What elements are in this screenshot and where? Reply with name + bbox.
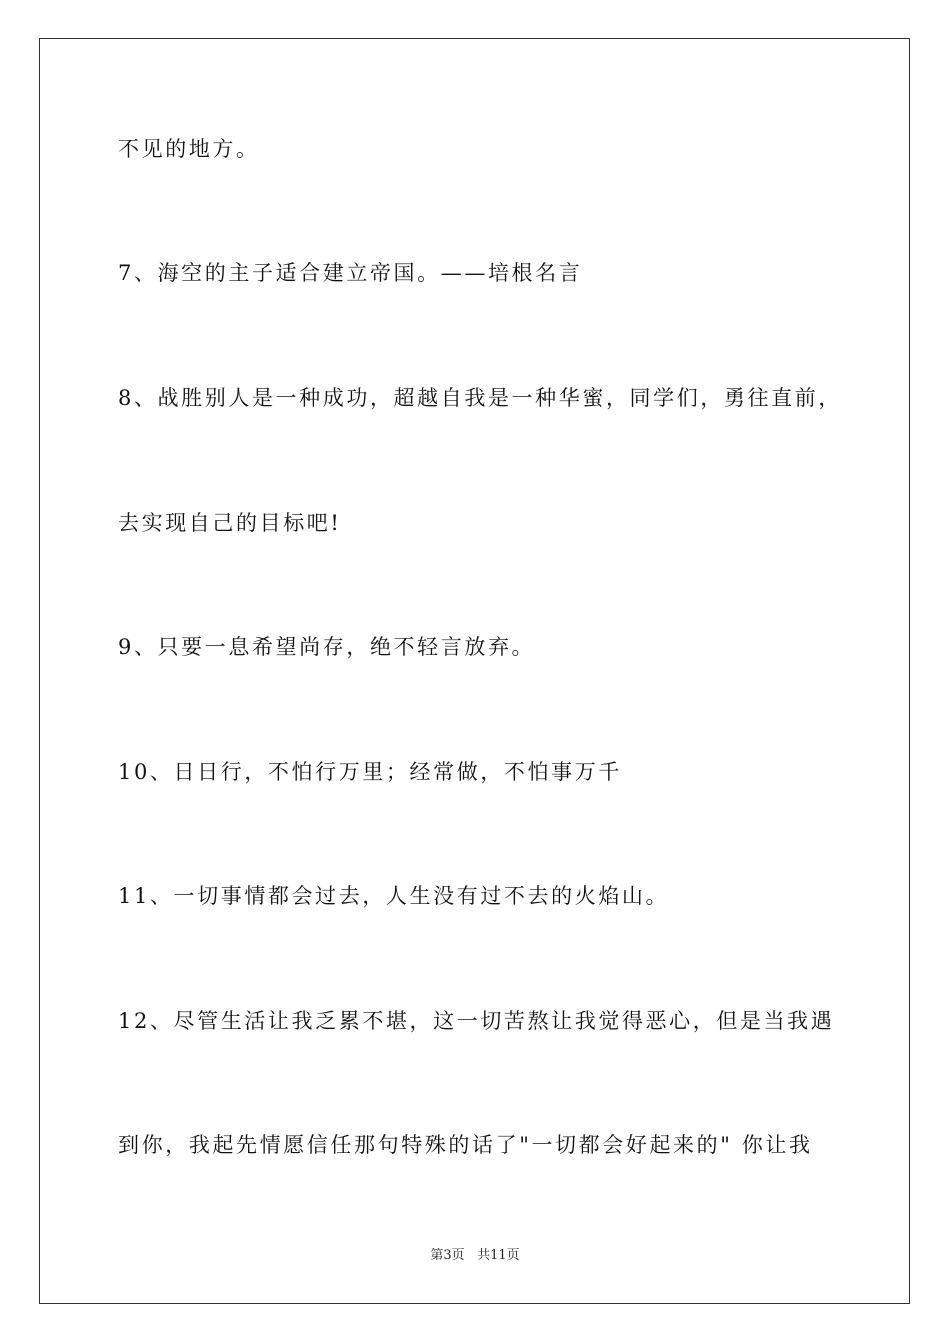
text-line: 不见的地方。 xyxy=(118,137,260,161)
text-line: 去实现自己的目标吧! xyxy=(118,511,342,535)
text-line: 9、只要一息希望尚存，绝不轻言放弃。 xyxy=(118,635,536,659)
text-line: 8、战胜别人是一种成功，超越自我是一种华蜜，同学们，勇往直前， xyxy=(118,386,842,410)
text-line: 11、一切事情都会过去，人生没有过不去的火焰山。 xyxy=(118,884,670,908)
text-line: 到你，我起先情愿信任那句特殊的话了"一切都会好起来的" 你让我 xyxy=(118,1133,813,1157)
page-footer xyxy=(0,1249,950,1262)
page-border xyxy=(39,38,910,1304)
text-line: 10、日日行，不怕行万里；经常做，不怕事万千 xyxy=(118,760,622,784)
total-pages: 共11页 xyxy=(477,1248,520,1263)
text-line: 12、尽管生活让我乏累不堪，这一切苦熬让我觉得恶心，但是当我遇 xyxy=(118,1009,835,1033)
page-number: 第3页 xyxy=(430,1248,465,1263)
text-line: 7、海空的主子适合建立帝国。——培根名言 xyxy=(118,261,583,285)
